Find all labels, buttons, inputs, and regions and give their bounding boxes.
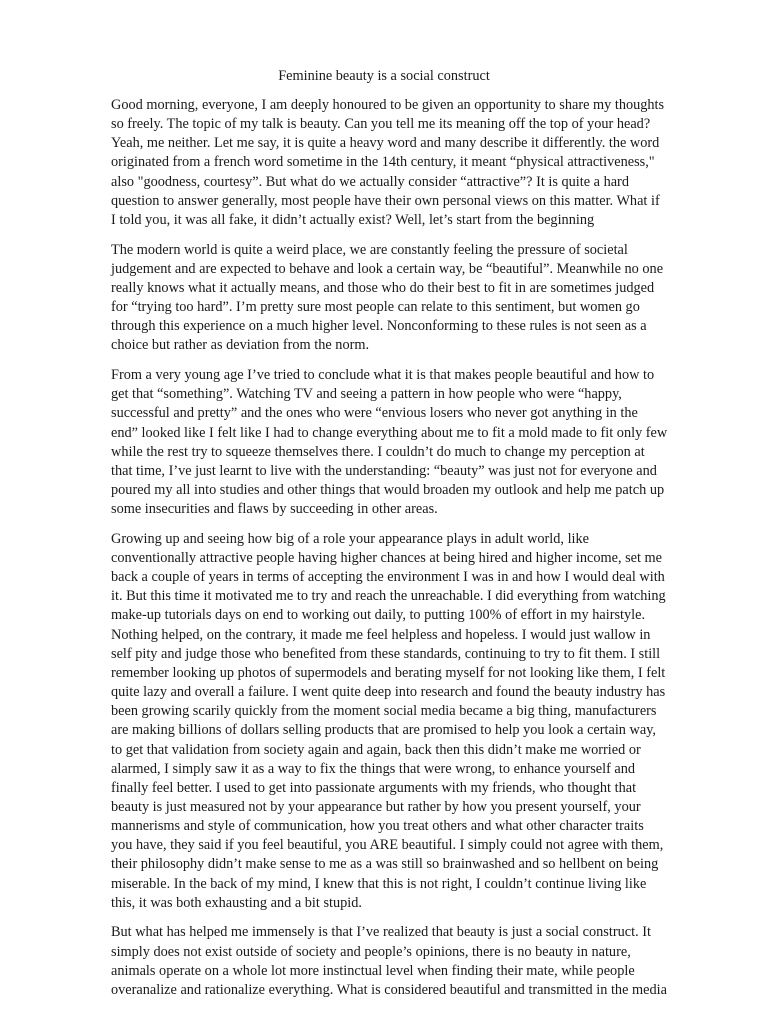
text-line: make-up tutorials days on end to working out daily, to putting 100% of effort in my hairstyle. bbox=[111, 607, 646, 624]
text-line: end” looked like I felt like I had to change everything about me to fit a mold made to fit only few bbox=[111, 424, 668, 441]
text-line: conventionally attractive people having higher chances at being hired and higher income, set me bbox=[111, 549, 663, 566]
text-line: mannerisms and style of communication, how you treat others and what other character traits bbox=[111, 818, 644, 835]
text-line: for “trying too hard”. I’m pretty sure most people can relate to this sentiment, but women go bbox=[111, 299, 640, 316]
text-line: alarmed, I simply saw it as a way to fix the things that were wrong, to enhance yourself and bbox=[111, 760, 636, 777]
text-line: it. But this time it motivated me to try and reach the unreachable. I did everything from watching bbox=[111, 588, 666, 605]
text-line: beauty is just measured not by your appearance but rather by how you present yourself, your bbox=[111, 798, 641, 815]
text-line: so freely. The topic of my talk is beauty. Can you tell me its meaning off the top of your head? bbox=[111, 116, 651, 133]
text-line: Yeah, me neither. Let me say, it is quite a heavy word and many describe it differently. the word bbox=[111, 135, 660, 152]
text-line: Good morning, everyone, I am deeply honoured to be given an opportunity to share my thoughts bbox=[111, 97, 665, 113]
text-line: judgement and are expected to behave and look a certain way, be “beautiful”. Meanwhile no one bbox=[111, 260, 664, 277]
text-line: while the rest try to squeeze themselves there. I couldn’t do much to change my perception at bbox=[111, 443, 645, 460]
text-line: But what has helped me immensely is that I’ve realized that beauty is just a social construct. It bbox=[111, 924, 651, 941]
paragraph bbox=[111, 923, 723, 1000]
text-line: through this experience on a much higher level. Nonconforming to these rules is not seen as a bbox=[111, 318, 647, 335]
text-line: choice but rather as deviation from the norm. bbox=[111, 337, 370, 354]
text-line: animals operate on a whole lot more instinctual level when finding their mate, while people bbox=[111, 962, 635, 979]
text-line: originated from a french word sometime in the 14th century, it meant “physical attractiveness," bbox=[111, 154, 655, 171]
text-line: successful and pretty” and the ones who were “envious losers who never got anything in the bbox=[111, 405, 638, 422]
paragraph bbox=[111, 366, 723, 519]
text-line: also "goodness, courtesy”. But what do we actually consider “attractive”? It is quite a hard bbox=[111, 173, 629, 190]
text-line: really knows what it actually means, and those who do their best to fit in are sometimes judged bbox=[111, 279, 655, 296]
text-line: Growing up and seeing how big of a role your appearance plays in adult world, like bbox=[111, 530, 590, 547]
text-line: miserable. In the back of my mind, I knew that this is not right, I couldn’t continue living like bbox=[111, 875, 647, 892]
text-line: to get that validation from society again and again, back then this didn’t make me worried or bbox=[111, 741, 641, 758]
text-line: back a couple of years in terms of accepting the environment I was in and how I would deal with bbox=[111, 569, 665, 586]
text-line: The modern world is quite a weird place, we are constantly feeling the pressure of societal bbox=[111, 241, 628, 258]
text-line: remember looking up photos of supermodels and berating myself for not looking like them, I felt bbox=[111, 664, 666, 681]
text-line: self pity and judge those who benefited from these standards, continuing to try to fit them. I still bbox=[111, 645, 661, 662]
text-line: are making billions of dollars selling products that are promised to help you look a certain way, bbox=[111, 722, 656, 739]
text-line: that time, I’ve just learnt to live with the understanding: “beauty” was just not for everyone and bbox=[111, 462, 657, 479]
text-line: Nothing helped, on the contrary, it made me feel helpless and hopeless. I would just wallow in bbox=[111, 626, 651, 643]
text-line: finally feel better. I used to get into passionate arguments with my friends, who thought that bbox=[111, 779, 637, 796]
text-line: I told you, it was all fake, it didn’t actually exist? Well, let’s start from the beginning bbox=[111, 211, 595, 228]
text-line: overanalize and rationalize everything. What is considered beautiful and transmitted in the media bbox=[111, 981, 667, 998]
text-line: this, it was both exhausting and a bit stupid. bbox=[111, 894, 362, 911]
document-title: Feminine beauty is a social construct bbox=[278, 68, 490, 84]
text-line: question to answer generally, most people have their own personal views on this matter. What if bbox=[111, 192, 660, 209]
paragraph bbox=[111, 241, 723, 356]
text-line: some insecurities and flaws by succeeding in other areas. bbox=[111, 501, 438, 518]
text-line: their philosophy didn’t make sense to me as a was still so brainwashed and so hellbent on being bbox=[111, 856, 659, 873]
paragraph bbox=[111, 96, 723, 230]
text-line: poured my all into studies and other things that would broaden my outlook and help me patch up bbox=[111, 481, 665, 498]
document-body bbox=[111, 96, 723, 1011]
text-line: been growing scarily quickly from the moment social media became a big thing, manufacturers bbox=[111, 703, 657, 720]
text-line: simply does not exist outside of society and people’s opinions, there is no beauty in nature, bbox=[111, 943, 631, 960]
text-line: get that “something”. Watching TV and seeing a pattern in how people who were “happy, bbox=[111, 386, 622, 403]
paragraph bbox=[111, 530, 723, 913]
text-line: you have, they said if you feel beautiful, you ARE beautiful. I simply could not agree with them, bbox=[111, 837, 664, 854]
text-line: quite lazy and overall a failure. I went quite deep into research and found the beauty industry has bbox=[111, 684, 666, 701]
text-line: From a very young age I’ve tried to conclude what it is that makes people beautiful and how to bbox=[111, 367, 655, 384]
